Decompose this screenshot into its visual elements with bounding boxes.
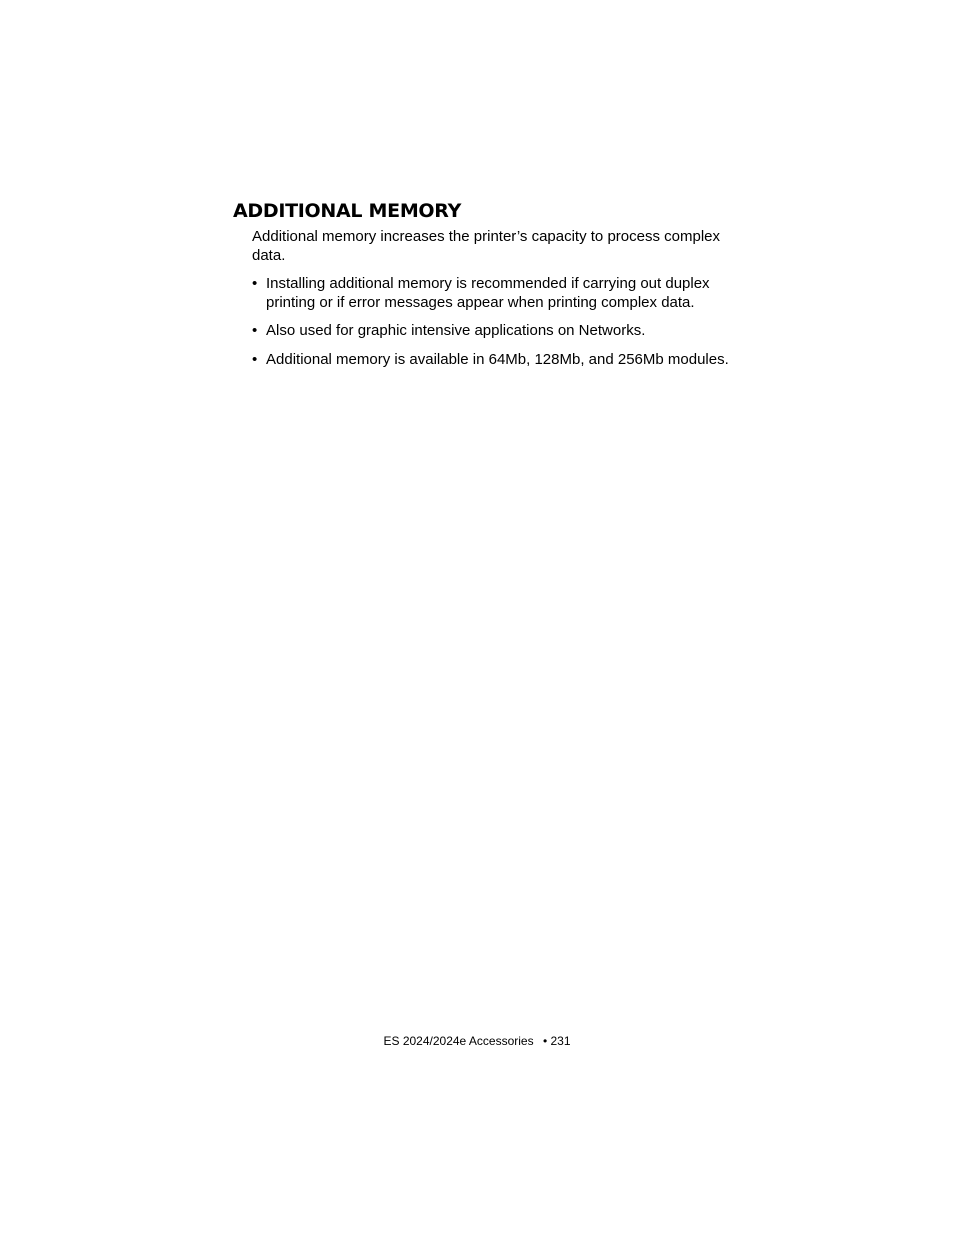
section-title: ADDITIONAL MEMORY [233, 200, 462, 222]
page-footer [0, 1034, 954, 1049]
list-item [252, 322, 732, 341]
page-number: 231 [550, 1034, 571, 1048]
bullet-icon: • [252, 351, 258, 369]
bullet-icon: • [252, 321, 258, 339]
list-item [252, 275, 732, 312]
bullet-text: Installing additional memory is recommended if carrying out duplex printing or if error messages appear when printing complex data. [266, 275, 710, 311]
bullet-text: Also used for graphic intensive applications on Networks. [266, 321, 646, 339]
footer-separator: • [542, 1034, 548, 1048]
bullet-icon: • [252, 275, 258, 292]
list-item [252, 349, 732, 370]
bullet-list [252, 275, 732, 380]
intro-paragraph: Additional memory increases the printer’s capacity to process complex data. [252, 228, 720, 264]
bullet-text: Additional memory is available in 64Mb, 128Mb, and 256Mb modules. [266, 351, 729, 369]
footer-title: ES 2024/2024e Accessories [383, 1034, 534, 1048]
